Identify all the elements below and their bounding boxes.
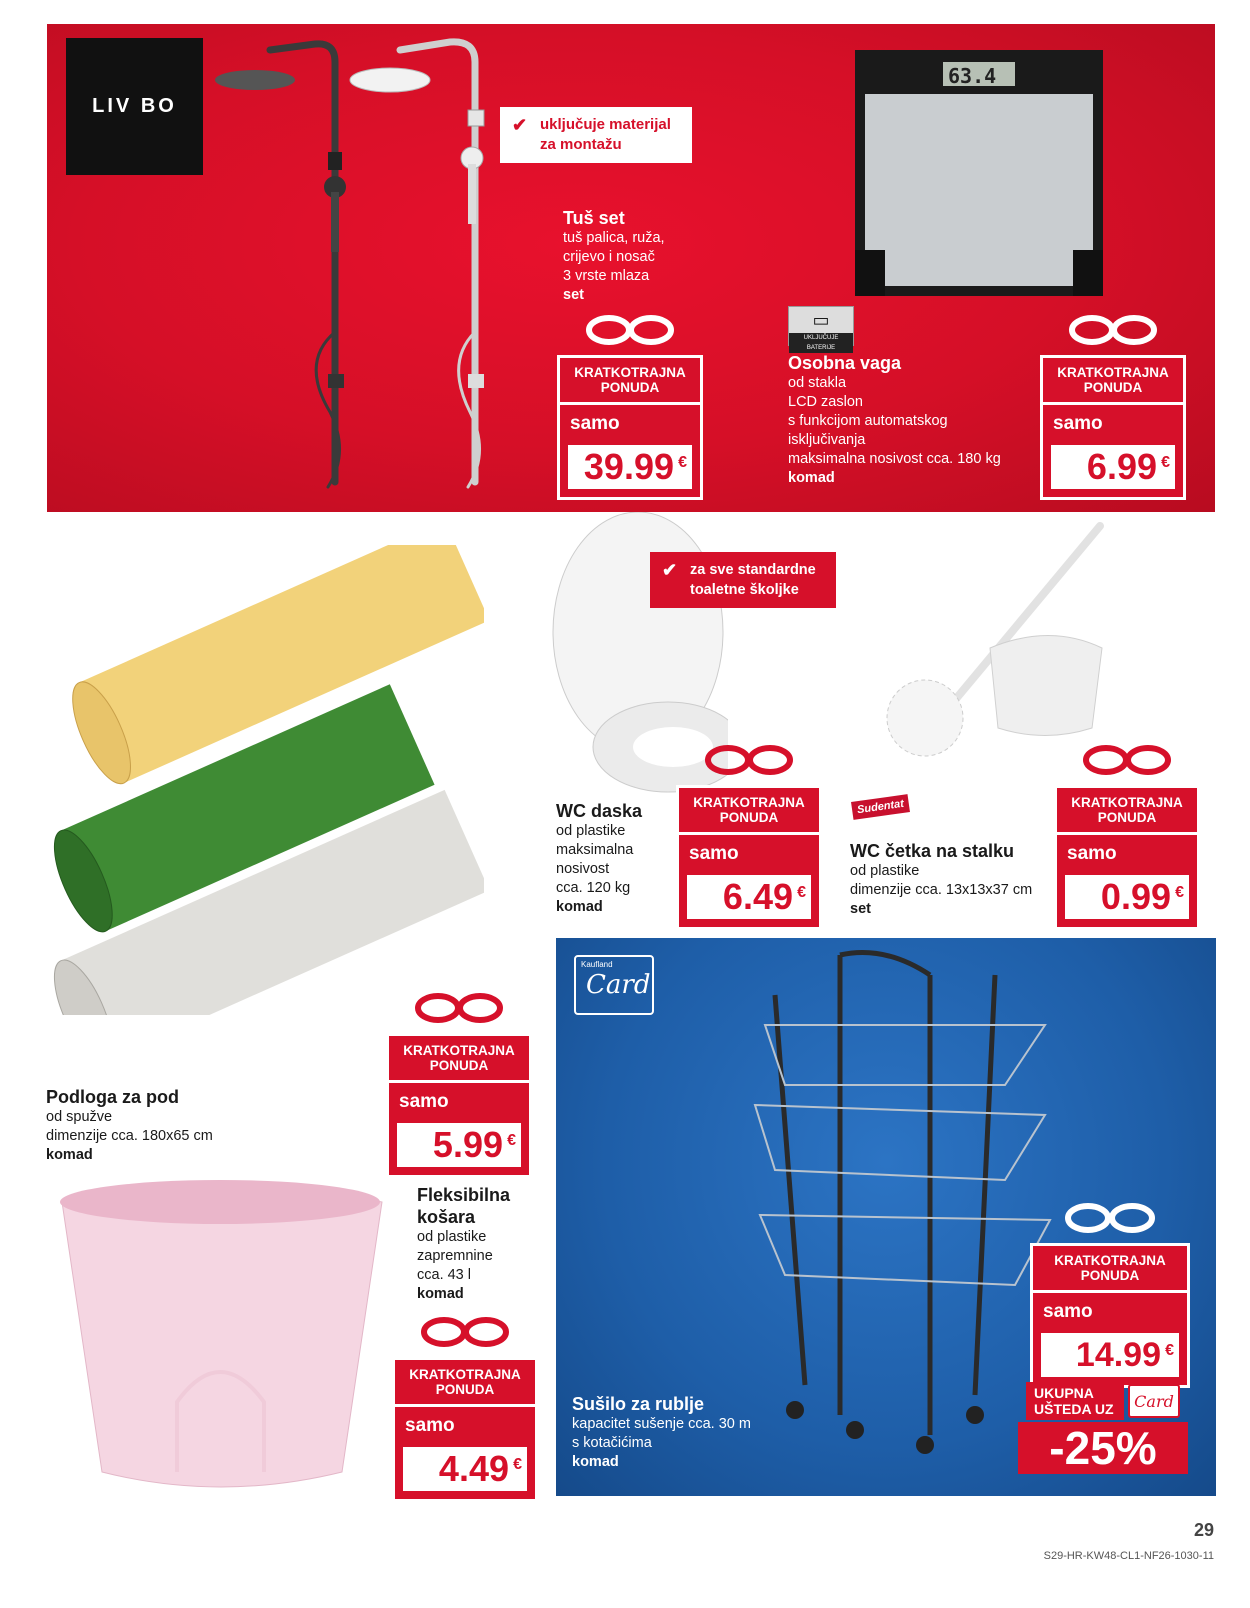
gift-bow-icon (676, 742, 822, 780)
product-desc-line: isključivanja (788, 432, 866, 448)
tag-body (392, 1407, 538, 1502)
product-desc-line: od spužve (46, 1109, 113, 1125)
vaga-info (788, 352, 1001, 488)
product-desc-line: od plastike (850, 863, 920, 879)
product-desc-line: dimenzije cca. 180x65 cm (46, 1128, 213, 1144)
tag-samo: samo (399, 1091, 449, 1112)
shower-chrome (400, 42, 480, 487)
tag-price: 39.99 € (568, 445, 692, 489)
discount-card-icon: Card (1128, 1384, 1180, 1418)
sudentat-logo: Sudentat (851, 794, 910, 820)
tag-header: KRATKOTRAJNA PONUDA (392, 1357, 538, 1407)
product-desc-line: kapacitet sušenje cca. 30 m (572, 1416, 751, 1432)
product-title: WC četka na stalku (850, 841, 1015, 861)
product-unit: komad (556, 899, 603, 915)
tag-body (1040, 405, 1186, 500)
tag-header: KRATKOTRAJNA PONUDA (386, 1033, 532, 1083)
product-unit: komad (46, 1147, 93, 1163)
standard-toilet-callout (650, 552, 836, 608)
product-desc-line: od stakla (788, 375, 847, 391)
product-title: košara (417, 1207, 476, 1227)
product-desc-line: nosivost (556, 861, 610, 877)
product-unit: set (563, 287, 584, 303)
product-title: Podloga za pod (46, 1087, 179, 1107)
tag-header: KRATKOTRAJNA PONUDA (676, 785, 822, 835)
tag-body (1030, 1293, 1190, 1388)
tag-price: 5.99 € (397, 1123, 521, 1167)
discount-badge (1016, 1382, 1190, 1474)
price-tag-wc-cetka (1054, 742, 1200, 930)
tag-samo: samo (1053, 413, 1103, 434)
tag-price: 4.49 € (403, 1447, 527, 1491)
price-tag-vaga (1040, 312, 1186, 500)
gift-bow-icon (1054, 742, 1200, 780)
product-desc-line: od plastike (556, 823, 626, 839)
batteries-badge (788, 306, 854, 351)
checkmark-icon: ✔ (512, 115, 528, 135)
page-number: 29 (1193, 1520, 1214, 1540)
tag-samo: samo (1043, 1301, 1093, 1322)
callout-line: toaletne školjke (690, 582, 799, 598)
product-title: Sušilo za rublje (572, 1394, 705, 1414)
gift-bow-icon (557, 312, 703, 350)
product-title: Tuš set (563, 208, 625, 228)
shower-dark (270, 44, 340, 487)
product-desc-line: cca. 43 l (417, 1267, 471, 1283)
kosara-info (417, 1184, 510, 1304)
susilo-info (572, 1393, 751, 1472)
wc-daska-info (556, 800, 642, 917)
shower-set-image (210, 32, 520, 497)
product-unit: komad (417, 1286, 464, 1302)
checkmark-icon: ✔ (662, 560, 678, 580)
battery-icon: ▭ (812, 309, 830, 330)
tag-header: KRATKOTRAJNA PONUDA (557, 355, 703, 405)
tag-header: KRATKOTRAJNA PONUDA (1054, 785, 1200, 835)
price-tag-tus-set (557, 312, 703, 500)
tus-set-info (563, 207, 665, 305)
podloga-info (46, 1086, 213, 1165)
product-desc-line: maksimalna nosivost cca. 180 kg (788, 451, 1001, 467)
floor-mats-image (44, 545, 484, 1015)
scale-display: 63.4 (948, 64, 997, 88)
product-title: Fleksibilna (417, 1185, 511, 1205)
callout-line: za montažu (540, 136, 622, 153)
footer-code: S29-HR-KW48-CL1-NF26-1030-11 (1043, 1550, 1214, 1562)
product-desc-line: maksimalna (556, 842, 634, 858)
toilet-brush-image (880, 518, 1120, 758)
card-brand: Kaufland (581, 960, 613, 969)
price-tag-kosara (392, 1314, 538, 1502)
tag-body (676, 835, 822, 930)
mounting-material-callout (500, 107, 692, 163)
callout-line: uključuje materijal (540, 116, 671, 133)
tag-body (557, 405, 703, 500)
tag-header: KRATKOTRAJNA PONUDA (1040, 355, 1186, 405)
product-desc-line: cca. 120 kg (556, 880, 631, 896)
gift-bow-icon (1040, 312, 1186, 350)
price-tag-susilo (1030, 1200, 1190, 1388)
price-tag-wc-daska (676, 742, 822, 930)
badge-text: UKLJUČUJE BATERIJE (789, 333, 853, 353)
product-desc-line: tuš palica, ruža, (563, 230, 665, 246)
product-title: Osobna vaga (788, 353, 902, 373)
product-unit: komad (572, 1454, 619, 1470)
tag-samo: samo (405, 1415, 455, 1436)
gift-bow-icon (1030, 1200, 1190, 1238)
product-unit: komad (788, 470, 835, 486)
logo-text: LIV BO (92, 95, 177, 117)
livarno-logo (66, 38, 203, 175)
kaufland-card-logo (574, 955, 654, 1015)
tag-price: 6.49 € (687, 875, 811, 919)
tag-price: 6.99 € (1051, 445, 1175, 489)
product-desc-line: dimenzije cca. 13x13x37 cm (850, 882, 1033, 898)
product-title: WC daska (556, 801, 643, 821)
discount-label-box: UKUPNA UŠTEDA UZ (1026, 1382, 1124, 1420)
product-desc-line: crijevo i nosač (563, 249, 655, 265)
card-label: Card (586, 970, 651, 1000)
product-desc-line: s kotačićima (572, 1435, 652, 1451)
product-desc-line: s funkcijom automatskog (788, 413, 948, 429)
tag-samo: samo (570, 413, 620, 434)
tag-body (1054, 835, 1200, 930)
tag-header: KRATKOTRAJNA PONUDA (1030, 1243, 1190, 1293)
flexible-basket-image (42, 1172, 397, 1502)
wc-cetka-info (850, 840, 1032, 919)
laundry-rack-image (745, 945, 1055, 1455)
callout-line: za sve standardne (690, 562, 816, 578)
discount-value: -25% (1018, 1422, 1188, 1474)
tag-price: 0.99 € (1065, 875, 1189, 919)
tag-body (386, 1083, 532, 1178)
price-tag-podloga (386, 990, 532, 1178)
product-desc-line: LCD zaslon (788, 394, 863, 410)
gift-bow-icon (386, 990, 532, 1028)
tag-samo: samo (689, 843, 739, 864)
product-desc-line: zapremnine (417, 1248, 493, 1264)
product-desc-line: 3 vrste mlaza (563, 268, 650, 284)
product-desc-line: od plastike (417, 1229, 487, 1245)
tag-price: 14.99 € (1041, 1333, 1179, 1377)
product-unit: set (850, 901, 871, 917)
tag-samo: samo (1067, 843, 1117, 864)
gift-bow-icon (392, 1314, 538, 1352)
